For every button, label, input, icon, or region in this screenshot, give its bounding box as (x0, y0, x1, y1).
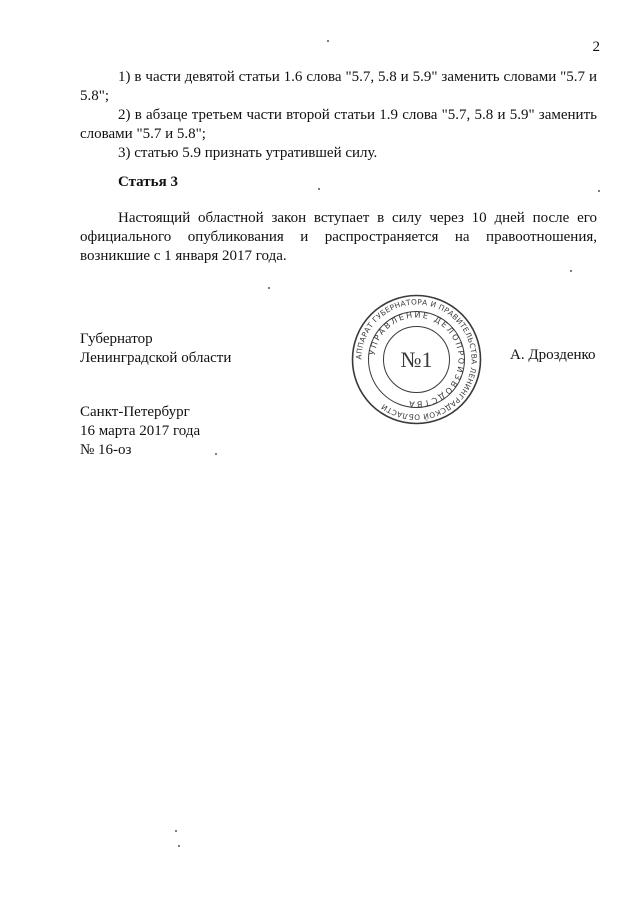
scan-speck (318, 188, 320, 190)
signer-name: А. Дрозденко (510, 347, 596, 363)
scan-speck (598, 190, 600, 192)
law-number: № 16-оз (80, 442, 132, 458)
page-number: 2 (592, 39, 600, 55)
scan-speck (175, 830, 177, 832)
article-heading: Статья 3 (118, 174, 178, 190)
list-item: 3) статью 5.9 признать утратившей силу. (118, 145, 378, 161)
list-item: 2) в абзаце третьем части второй статьи 1.9 слова "5.7, 5.8 и 5.9" заменить словами "5.7 и 5.8"; (80, 107, 597, 142)
scan-speck (178, 845, 180, 847)
date: 16 марта 2017 года (80, 423, 201, 439)
signature-title-line2: Ленинградской области (80, 350, 232, 366)
scan-speck (268, 287, 270, 289)
article-body (80, 209, 597, 266)
official-seal-stamp (350, 293, 483, 426)
signature-title-line1: Губернатор (80, 331, 153, 347)
scan-speck (570, 270, 572, 272)
article-paragraph: Настоящий областной закон вступает в силу через 10 дней после его официального опубликования и распространяется на правоотношения, возникшие с 1 января 2017 года. (80, 210, 597, 264)
list-item: 1) в части девятой статьи 1.6 слова "5.7, 5.8 и 5.9" заменить словами "5.7 и 5.8"; (80, 69, 597, 104)
scan-speck (215, 453, 217, 455)
seal-center-number: №1 (400, 347, 433, 372)
place-date-block (80, 403, 200, 460)
city: Санкт-Петербург (80, 404, 190, 420)
amendments-list (80, 68, 597, 163)
seal-outer-text: АППАРАТ ГУБЕРНАТОРА И ПРАВИТЕЛЬСТВА ЛЕНИНГРАДСКОЙ ОБЛАСТИ (354, 297, 479, 422)
seal-inner-text: УПРАВЛЕНИЕ ДЕЛОПРОИЗВОДСТВА (367, 310, 466, 409)
scan-speck (327, 40, 329, 42)
signature-title (80, 330, 231, 368)
